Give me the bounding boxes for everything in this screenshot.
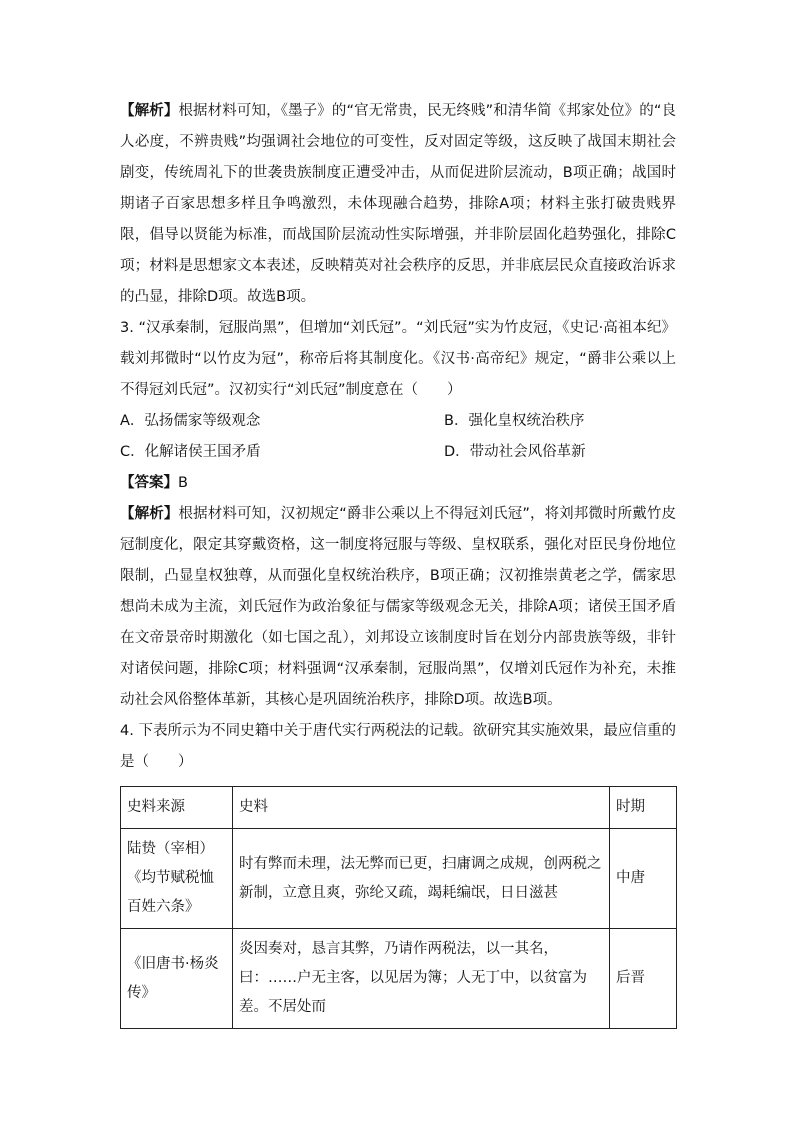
table-cell-text: 时有弊而未理，法无弊而已更，扫庸调之成规，创两税之新制，立意且爽，弥纶又疏，竭耗编氓，日日滋甚: [233, 829, 610, 929]
table-cell-period: 后晋: [610, 929, 677, 1029]
analysis-text: 根据材料可知，《墨子》的“官无常贵，民无终贱”和清华简《邦家处位》的“良人必度，不辨贵贱”均强调社会地位的可变性，反对固定等级，这反映了战国末期社会剧变，传统周礼下的世袭贵族制度正遭受冲击，从而促进阶层流动，B项正确；战国时期诸子百家思想多样且争鸣激烈，未体现融合趋势，排除A项；材料主张打破贵贱界限，倡导以贤能为标准，而战国阶层流动性实际增强，并非阶层固化趋势强化，排除C项；材料是思想家文本表述，反映精英对社会秩序的反思，并非底层民众直接政治诉求的凸显，排除D项。故选B项。: [120, 103, 676, 305]
answer-value: B: [178, 475, 188, 491]
table-cell-source: 陆贽（宰相）《均节赋税恤百姓六条》: [121, 829, 233, 929]
analysis-tag: 【解析】: [120, 103, 179, 119]
option-c: C．化解诸侯王国矛盾: [120, 444, 261, 460]
q4-stem: 4. 下表所示为不同史籍中关于唐代实行两税法的记载。欲研究其实施效果，最应信重的是（ ）: [120, 723, 676, 770]
option-b: B．强化皇权统治秩序: [444, 413, 585, 429]
table-header-row: [121, 787, 677, 829]
q3-options: [120, 406, 676, 468]
option-d: D．带动社会风俗革新: [444, 444, 586, 460]
table-header: 史料: [233, 787, 610, 829]
table-row: [121, 929, 677, 1029]
table-row: [121, 829, 677, 929]
table-cell-text: 炎因奏对，恳言其弊，乃请作两税法，以一其名，曰：……户无主客，以见居为簿；人无丁中，以贫富为差。不居处而: [233, 929, 610, 1029]
table-header: 史料来源: [121, 787, 233, 829]
q3-analysis: [120, 499, 676, 716]
option-a: A．弘扬儒家等级观念: [120, 413, 261, 429]
analysis-text: 根据材料可知，汉初规定“爵非公乘以上不得冠刘氏冠”，将刘邦微时所戴竹皮冠制度化，限定其穿戴资格，这一制度将冠服与等级、皇权联系，强化对臣民身份地位限制，凸显皇权独尊，从而强化皇权统治秩序，B项正确；汉初推崇黄老之学，儒家思想尚未成为主流，刘氏冠作为政治象征与儒家等级观念无关，排除A项；诸侯王国矛盾在文帝景帝时期激化（如七国之乱），刘邦设立该制度时旨在划分内部贵族等级，非针对诸侯问题，排除C项；材料强调“汉承秦制，冠服尚黑”，仅增刘氏冠作为补充，未推动社会风俗整体革新，其核心是巩固统治秩序，排除D项。故选B项。: [120, 506, 677, 708]
source-table: [120, 786, 677, 1029]
table-cell-period: 中唐: [610, 829, 677, 929]
answer-tag: 【答案】: [120, 475, 178, 491]
q3-stem: 3. “汉承秦制，冠服尚黑”，但增加“刘氏冠”。“刘氏冠”实为竹皮冠，《史记·高祖本纪》载刘邦微时“以竹皮为冠”，称帝后将其制度化。《汉书·高帝纪》规定，“爵非公乘以上不得冠刘氏冠”。汉初实行“刘氏冠”制度意在（ ）: [120, 320, 676, 398]
analysis-tag: 【解析】: [120, 506, 179, 522]
document-page: [120, 96, 676, 1029]
table-header: 时期: [610, 787, 677, 829]
table-cell-source: 《旧唐书·杨炎传》: [121, 929, 233, 1029]
q2-analysis: [120, 96, 676, 313]
q3-answer: [120, 468, 676, 499]
